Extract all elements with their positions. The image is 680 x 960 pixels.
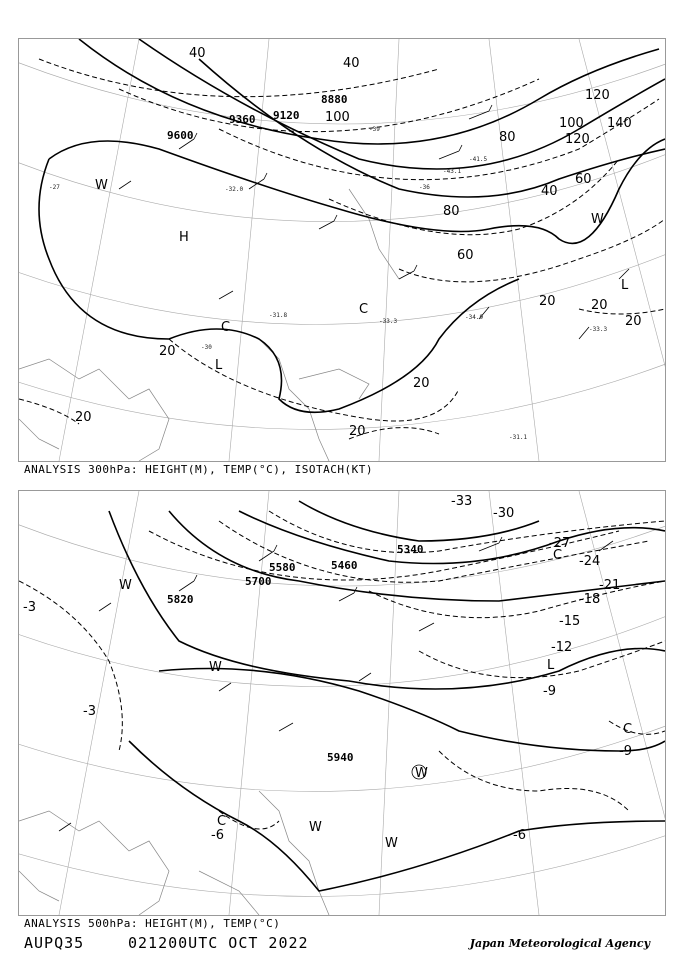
isotach-label: 40 <box>343 56 360 71</box>
temperature-label: -12 <box>551 640 573 655</box>
isotach-label: 40 <box>189 46 206 61</box>
temperature-label: -9 <box>619 744 632 759</box>
height-label: 5940 <box>327 751 354 764</box>
chart-id: AUPQ35 <box>24 934 85 952</box>
isotach-label: 60 <box>575 172 592 187</box>
temperature-label: -3 <box>23 600 36 615</box>
analysis-500hpa-map <box>18 490 666 916</box>
temperature-label: -27 <box>49 184 60 191</box>
isotach-label: 120 <box>585 88 610 103</box>
isotach-label: 20 <box>159 344 176 359</box>
pressure-center-label: C <box>623 722 633 737</box>
height-label: 5820 <box>167 593 194 606</box>
isotach-label: 40 <box>541 184 558 199</box>
pressure-center-label: W <box>309 820 322 835</box>
temperature-label: -43.1 <box>443 168 462 175</box>
temperature-label: -33.3 <box>379 318 398 325</box>
pressure-center-label: W <box>385 836 398 851</box>
pressure-center-label: C <box>553 548 563 563</box>
height-label: 5340 <box>397 543 424 556</box>
pressure-center-label: W <box>119 578 132 593</box>
caption-300hpa: ANALYSIS 300hPa: HEIGHT(M), TEMP(°C), ISOTACH(KT) <box>24 463 374 476</box>
temperature-label: -27 <box>549 536 571 551</box>
pressure-center-label: H <box>179 230 189 245</box>
isotach-label: 20 <box>539 294 556 309</box>
isotach-label: 20 <box>413 376 430 391</box>
temperature-label: -15 <box>559 614 581 629</box>
isotach-label: 100 <box>325 110 350 125</box>
pressure-center-label: C <box>359 302 369 317</box>
pressure-center-label: C <box>221 320 231 335</box>
coastline <box>19 791 329 915</box>
graticule <box>19 491 665 915</box>
map-500hpa-canvas <box>19 491 665 915</box>
temperature-label: -9 <box>543 684 556 699</box>
temperature-label: -34.9 <box>465 314 484 321</box>
isotach-label: 60 <box>457 248 474 263</box>
isotach-label: 20 <box>591 298 608 313</box>
height-label: 9600 <box>167 129 194 142</box>
valid-time: 021200UTC OCT 2022 <box>128 934 309 952</box>
isotach-label: 20 <box>75 410 92 425</box>
temperature-label: -24 <box>579 554 601 569</box>
temperature-label: -31.1 <box>509 434 528 441</box>
isotach-label: 20 <box>625 314 642 329</box>
pressure-center-label: W <box>415 766 428 781</box>
pressure-center-label: W <box>209 660 222 675</box>
pressure-center-label: L <box>547 658 555 673</box>
temperature-label: -6 <box>211 828 224 843</box>
temperature-label: -31.8 <box>269 312 288 319</box>
temperature-label: -18 <box>579 592 601 607</box>
isotach-label: 140 <box>607 116 632 131</box>
temperature-label: -30 <box>201 344 212 351</box>
temperature-label: -41.5 <box>469 156 488 163</box>
temperature-label: -6 <box>513 828 526 843</box>
isotach-label: 100 <box>559 116 584 131</box>
pressure-center-label: L <box>215 358 223 373</box>
agency-name: Japan Meteorological Agency <box>469 937 650 950</box>
pressure-center-label: W <box>591 212 604 227</box>
pressure-center-label: L <box>621 278 629 293</box>
temperature-label: -21 <box>599 578 621 593</box>
analysis-300hpa-map <box>18 38 666 462</box>
isotach-label: 120 <box>565 132 590 147</box>
height-label: 5460 <box>331 559 358 572</box>
temperature-label: -33.3 <box>589 326 608 333</box>
temperature-label: -39 <box>369 126 380 133</box>
height-label: 5700 <box>245 575 272 588</box>
height-label: 9120 <box>273 109 300 122</box>
map-300hpa-canvas <box>19 39 665 461</box>
temperature-label: -36 <box>419 184 430 191</box>
temperature-label: -32.0 <box>225 186 244 193</box>
pressure-center-label: W <box>95 178 108 193</box>
height-contours <box>39 39 665 412</box>
temperature-label: -3 <box>83 704 96 719</box>
height-label: 9360 <box>229 113 256 126</box>
height-label: 5580 <box>269 561 296 574</box>
temperature-label: -33 <box>451 494 473 509</box>
pressure-center-label: C <box>217 814 227 829</box>
isotach-label: 80 <box>499 130 516 145</box>
isotach-label: 80 <box>443 204 460 219</box>
temperature-label: -30 <box>493 506 515 521</box>
isotach-label: 20 <box>349 424 366 439</box>
height-label: 8880 <box>321 93 348 106</box>
caption-500hpa: ANALYSIS 500hPa: HEIGHT(M), TEMP(°C) <box>24 917 281 930</box>
